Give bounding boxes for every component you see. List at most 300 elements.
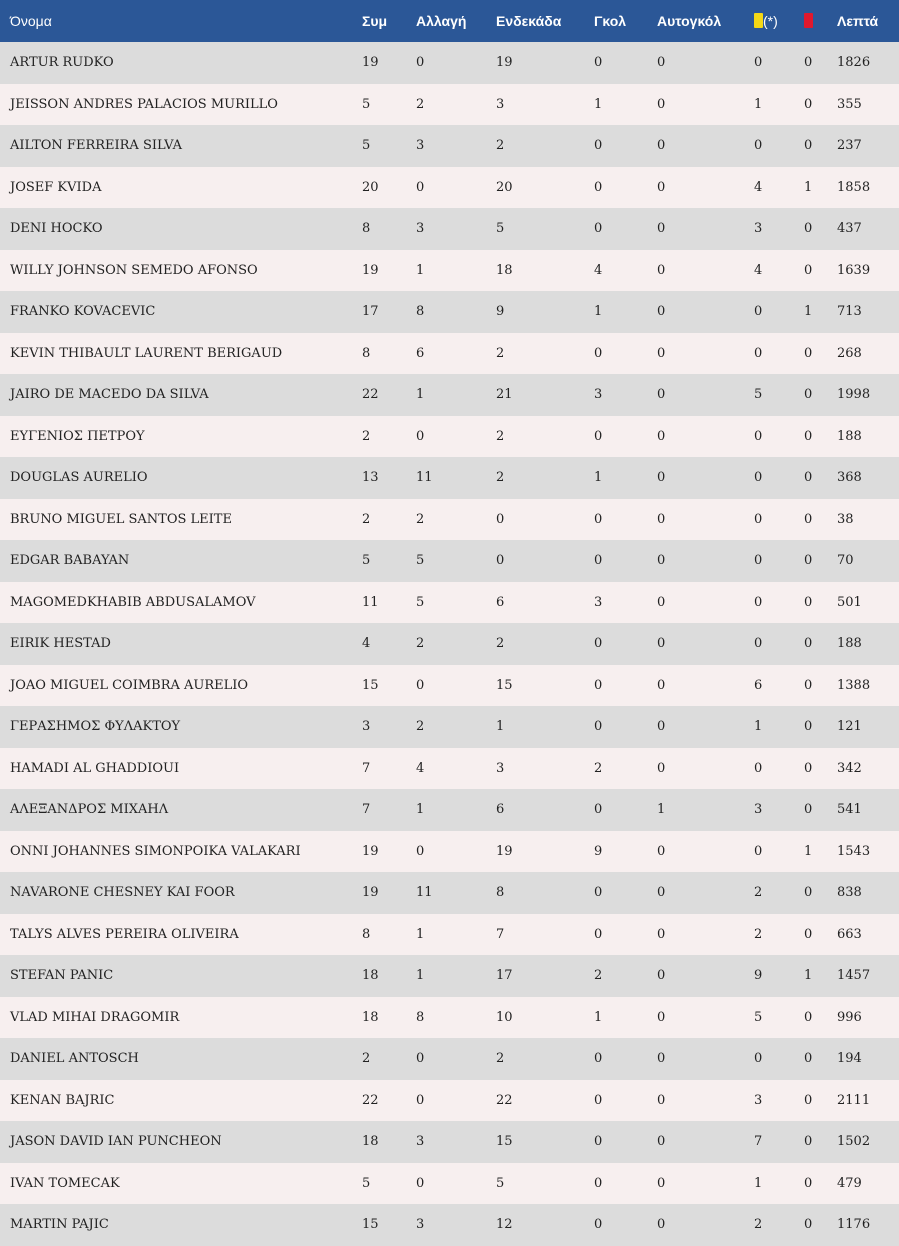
cell-sub: 6 (416, 345, 425, 361)
cell-goals: 0 (594, 553, 603, 569)
cell-apps: 19 (362, 55, 379, 71)
cell-own-goals: 0 (657, 96, 666, 112)
cell-minutes: 70 (837, 553, 854, 569)
cell-minutes: 437 (837, 221, 862, 237)
cell-red-cards: 0 (804, 387, 813, 403)
cell-start: 5 (496, 1175, 505, 1191)
cell-own-goals: 0 (657, 55, 666, 71)
cell-yellow-cards: 3 (754, 221, 763, 237)
cell-red-cards: 0 (804, 345, 813, 361)
cell-own-goals: 0 (657, 387, 666, 403)
cell-red-cards: 1 (804, 304, 813, 320)
cell-apps: 5 (362, 1175, 371, 1191)
cell-sub: 8 (416, 1009, 425, 1025)
cell-name[interactable]: JEISSON ANDRES PALACIOS MURILLO (10, 96, 278, 112)
cell-red-cards: 0 (804, 719, 813, 735)
cell-yellow-cards: 6 (754, 677, 763, 693)
cell-yellow-cards: 1 (754, 719, 763, 735)
cell-sub: 8 (416, 304, 425, 320)
cell-name[interactable]: BRUNO MIGUEL SANTOS LEITE (10, 511, 232, 527)
cell-red-cards: 0 (804, 885, 813, 901)
cell-goals: 1 (594, 1009, 603, 1025)
cell-start: 5 (496, 221, 505, 237)
cell-apps: 15 (362, 677, 379, 693)
cell-minutes: 1388 (837, 677, 871, 693)
cell-sub: 3 (416, 138, 425, 154)
cell-name[interactable]: ΑΛΕΞΑΝΔΡΟΣ ΜΙΧΑΗΛ (10, 802, 169, 818)
cell-apps: 5 (362, 96, 371, 112)
table-row (0, 1163, 899, 1205)
cell-minutes: 1176 (837, 1217, 871, 1233)
cell-apps: 17 (362, 304, 379, 320)
cell-start: 2 (496, 428, 505, 444)
cell-apps: 8 (362, 926, 371, 942)
cell-goals: 1 (594, 304, 603, 320)
cell-yellow-cards: 0 (754, 843, 763, 859)
cell-goals: 0 (594, 802, 603, 818)
cell-red-cards: 0 (804, 55, 813, 71)
cell-name[interactable]: KEVIN THIBAULT LAURENT BERIGAUD (10, 345, 283, 361)
table-row (0, 955, 899, 997)
cell-red-cards: 0 (804, 636, 813, 652)
cell-minutes: 663 (837, 926, 862, 942)
cell-name[interactable]: NAVARONE CHESNEY KAI FOOR (10, 885, 235, 901)
cell-goals: 0 (594, 677, 603, 693)
cell-red-cards: 0 (804, 802, 813, 818)
cell-red-cards: 1 (804, 843, 813, 859)
cell-minutes: 194 (837, 1051, 862, 1067)
table-row (0, 250, 899, 292)
cell-red-cards: 0 (804, 926, 813, 942)
cell-red-cards: 0 (804, 594, 813, 610)
cell-own-goals: 0 (657, 1051, 666, 1067)
cell-goals: 4 (594, 262, 603, 278)
cell-red-cards: 0 (804, 511, 813, 527)
cell-sub: 2 (416, 636, 425, 652)
cell-goals: 3 (594, 387, 603, 403)
cell-start: 17 (496, 968, 513, 984)
cell-sub: 4 (416, 760, 425, 776)
cell-yellow-cards: 0 (754, 553, 763, 569)
cell-name[interactable]: DANIEL ANTOSCH (10, 1051, 139, 1067)
cell-own-goals: 0 (657, 304, 666, 320)
yellow-card-icon (754, 13, 763, 28)
cell-sub: 0 (416, 179, 425, 195)
cell-apps: 13 (362, 470, 379, 486)
cell-name[interactable]: ΕΥΓΕΝΙΟΣ ΠΕΤΡΟΥ (10, 428, 145, 444)
cell-apps: 20 (362, 179, 379, 195)
cell-name[interactable]: MARTIN PAJIC (10, 1217, 109, 1233)
cell-start: 2 (496, 345, 505, 361)
cell-start: 10 (496, 1009, 513, 1025)
cell-yellow-cards: 0 (754, 636, 763, 652)
cell-own-goals: 0 (657, 885, 666, 901)
cell-sub: 1 (416, 802, 425, 818)
cell-red-cards: 0 (804, 760, 813, 776)
cell-name[interactable]: JASON DAVID IAN PUNCHEON (10, 1134, 222, 1150)
cell-minutes: 501 (837, 594, 862, 610)
cell-name[interactable]: ΓΕΡΑΣΗΜΟΣ ΦΥΛΑΚΤΟΥ (10, 719, 181, 735)
cell-yellow-cards: 3 (754, 1092, 763, 1108)
cell-goals: 0 (594, 1092, 603, 1108)
cell-apps: 18 (362, 1009, 379, 1025)
cell-apps: 7 (362, 802, 371, 818)
cell-red-cards: 0 (804, 221, 813, 237)
table-row (0, 706, 899, 748)
cell-start: 0 (496, 511, 505, 527)
cell-own-goals: 0 (657, 138, 666, 154)
cell-goals: 0 (594, 345, 603, 361)
cell-red-cards: 0 (804, 470, 813, 486)
cell-own-goals: 0 (657, 1175, 666, 1191)
header-name[interactable]: Όνομα (10, 13, 52, 29)
cell-name[interactable]: VLAD MIHAI DRAGOMIR (10, 1009, 180, 1025)
cell-yellow-cards: 2 (754, 885, 763, 901)
cell-apps: 19 (362, 885, 379, 901)
cell-minutes: 1457 (837, 968, 871, 984)
cell-start: 0 (496, 553, 505, 569)
cell-name[interactable]: FRANKO KOVACEVIC (10, 304, 156, 320)
cell-yellow-cards: 4 (754, 179, 763, 195)
cell-goals: 0 (594, 1134, 603, 1150)
cell-red-cards: 1 (804, 968, 813, 984)
cell-start: 21 (496, 387, 513, 403)
cell-name[interactable]: EIRIK HESTAD (10, 636, 111, 652)
cell-name[interactable]: HAMADI AL GHADDIOUI (10, 760, 180, 776)
cell-name[interactable]: ARTUR RUDKO (10, 55, 114, 71)
table-row (0, 914, 899, 956)
cell-start: 1 (496, 719, 505, 735)
table-row (0, 1080, 899, 1122)
cell-start: 20 (496, 179, 513, 195)
cell-start: 6 (496, 802, 505, 818)
table-row (0, 1204, 899, 1246)
cell-name[interactable]: MAGOMEDKHABIB ABDUSALAMOV (10, 594, 256, 610)
cell-minutes: 479 (837, 1175, 862, 1191)
cell-red-cards: 0 (804, 96, 813, 112)
cell-yellow-cards: 1 (754, 1175, 763, 1191)
cell-minutes: 38 (837, 511, 854, 527)
table-row (0, 291, 899, 333)
cell-own-goals: 0 (657, 1217, 666, 1233)
cell-minutes: 188 (837, 636, 862, 652)
cell-yellow-cards: 3 (754, 802, 763, 818)
cell-yellow-cards: 4 (754, 262, 763, 278)
header-red-cards[interactable] (804, 0, 837, 42)
cell-name[interactable]: STEFAN PANIC (10, 968, 114, 984)
table-row (0, 748, 899, 790)
cell-name[interactable]: JAIRO DE MACEDO DA SILVA (10, 387, 209, 403)
table-row (0, 665, 899, 707)
yellow-note: (*) (763, 13, 778, 29)
cell-name[interactable]: KENAN BAJRIC (10, 1092, 115, 1108)
table-row (0, 623, 899, 665)
cell-apps: 2 (362, 428, 371, 444)
header-sub[interactable]: Αλλαγή (416, 13, 467, 29)
cell-red-cards: 0 (804, 138, 813, 154)
cell-yellow-cards: 7 (754, 1134, 763, 1150)
header-start[interactable]: Ενδεκάδα (496, 13, 562, 29)
cell-yellow-cards: 0 (754, 55, 763, 71)
cell-minutes: 713 (837, 304, 862, 320)
cell-goals: 0 (594, 1051, 603, 1067)
table-row (0, 582, 899, 624)
cell-apps: 4 (362, 636, 371, 652)
cell-name[interactable]: JOAO MIGUEL COIMBRA AURELIO (10, 677, 249, 693)
cell-goals: 0 (594, 138, 603, 154)
cell-name[interactable]: DENI HOCKO (10, 221, 103, 237)
cell-goals: 9 (594, 843, 603, 859)
cell-sub: 3 (416, 1134, 425, 1150)
cell-sub: 3 (416, 221, 425, 237)
cell-yellow-cards: 0 (754, 304, 763, 320)
cell-apps: 18 (362, 968, 379, 984)
cell-goals: 0 (594, 221, 603, 237)
cell-red-cards: 0 (804, 1134, 813, 1150)
cell-sub: 1 (416, 926, 425, 942)
cell-red-cards: 0 (804, 1051, 813, 1067)
cell-yellow-cards: 0 (754, 428, 763, 444)
cell-own-goals: 0 (657, 760, 666, 776)
cell-goals: 2 (594, 968, 603, 984)
cell-red-cards: 0 (804, 553, 813, 569)
cell-sub: 0 (416, 843, 425, 859)
cell-minutes: 268 (837, 345, 862, 361)
cell-start: 9 (496, 304, 505, 320)
cell-minutes: 368 (837, 470, 862, 486)
header-yellow-cards[interactable] (754, 0, 804, 42)
cell-start: 8 (496, 885, 505, 901)
table-row (0, 42, 899, 84)
cell-red-cards: 0 (804, 1092, 813, 1108)
cell-yellow-cards: 2 (754, 926, 763, 942)
cell-apps: 3 (362, 719, 371, 735)
cell-start: 2 (496, 138, 505, 154)
cell-own-goals: 0 (657, 594, 666, 610)
cell-goals: 0 (594, 719, 603, 735)
cell-own-goals: 0 (657, 843, 666, 859)
cell-yellow-cards: 0 (754, 760, 763, 776)
cell-name[interactable]: WILLY JOHNSON SEMEDO AFONSO (10, 262, 258, 278)
cell-yellow-cards: 0 (754, 138, 763, 154)
cell-minutes: 1998 (837, 387, 871, 403)
cell-yellow-cards: 0 (754, 470, 763, 486)
cell-start: 18 (496, 262, 513, 278)
cell-minutes: 1858 (837, 179, 871, 195)
cell-yellow-cards: 5 (754, 1009, 763, 1025)
cell-yellow-cards: 0 (754, 345, 763, 361)
table-row (0, 997, 899, 1039)
cell-minutes: 188 (837, 428, 862, 444)
cell-own-goals: 0 (657, 968, 666, 984)
cell-sub: 0 (416, 677, 425, 693)
cell-sub: 2 (416, 719, 425, 735)
cell-own-goals: 0 (657, 345, 666, 361)
cell-own-goals: 0 (657, 511, 666, 527)
cell-start: 15 (496, 677, 513, 693)
cell-red-cards: 0 (804, 677, 813, 693)
cell-start: 3 (496, 760, 505, 776)
cell-own-goals: 0 (657, 221, 666, 237)
cell-sub: 2 (416, 511, 425, 527)
table-row (0, 84, 899, 126)
cell-goals: 0 (594, 179, 603, 195)
cell-sub: 2 (416, 96, 425, 112)
cell-sub: 11 (416, 470, 433, 486)
cell-yellow-cards: 1 (754, 96, 763, 112)
table-row (0, 416, 899, 458)
cell-name[interactable]: ONNI JOHANNES SIMONPOIKA VALAKARI (10, 843, 301, 859)
table-row (0, 167, 899, 209)
cell-red-cards: 0 (804, 262, 813, 278)
cell-yellow-cards: 2 (754, 1217, 763, 1233)
cell-yellow-cards: 5 (754, 387, 763, 403)
cell-start: 12 (496, 1217, 513, 1233)
cell-sub: 11 (416, 885, 433, 901)
cell-own-goals: 0 (657, 636, 666, 652)
cell-goals: 1 (594, 96, 603, 112)
cell-red-cards: 0 (804, 1175, 813, 1191)
header-own-goals[interactable]: Αυτογκόλ (657, 13, 722, 29)
cell-minutes: 1543 (837, 843, 871, 859)
cell-own-goals: 0 (657, 1092, 666, 1108)
cell-goals: 0 (594, 885, 603, 901)
cell-goals: 0 (594, 511, 603, 527)
cell-apps: 8 (362, 221, 371, 237)
cell-start: 2 (496, 470, 505, 486)
table-row (0, 1121, 899, 1163)
cell-own-goals: 0 (657, 677, 666, 693)
cell-own-goals: 0 (657, 1134, 666, 1150)
cell-sub: 1 (416, 262, 425, 278)
cell-own-goals: 0 (657, 719, 666, 735)
table-row (0, 333, 899, 375)
table-row (0, 374, 899, 416)
cell-start: 6 (496, 594, 505, 610)
cell-sub: 3 (416, 1217, 425, 1233)
cell-sub: 0 (416, 55, 425, 71)
table-row (0, 457, 899, 499)
cell-sub: 0 (416, 1051, 425, 1067)
cell-apps: 5 (362, 553, 371, 569)
cell-apps: 7 (362, 760, 371, 776)
header-apps[interactable]: Συμ (362, 13, 388, 29)
cell-minutes: 1639 (837, 262, 871, 278)
cell-start: 2 (496, 1051, 505, 1067)
cell-red-cards: 0 (804, 428, 813, 444)
cell-start: 19 (496, 843, 513, 859)
cell-sub: 5 (416, 594, 425, 610)
cell-name[interactable]: TALYS ALVES PEREIRA OLIVEIRA (10, 926, 239, 942)
cell-sub: 1 (416, 387, 425, 403)
cell-name[interactable]: JOSEF KVIDA (10, 179, 102, 195)
table-row (0, 831, 899, 873)
table-row (0, 125, 899, 167)
cell-own-goals: 0 (657, 1009, 666, 1025)
cell-goals: 0 (594, 636, 603, 652)
header-goals[interactable]: Γκολ (594, 13, 627, 29)
cell-apps: 18 (362, 1134, 379, 1150)
table-body (0, 42, 899, 1246)
cell-sub: 0 (416, 428, 425, 444)
cell-sub: 0 (416, 1092, 425, 1108)
cell-start: 2 (496, 636, 505, 652)
cell-minutes: 996 (837, 1009, 862, 1025)
cell-apps: 2 (362, 1051, 371, 1067)
cell-goals: 0 (594, 55, 603, 71)
table-row (0, 208, 899, 250)
cell-red-cards: 0 (804, 1009, 813, 1025)
cell-minutes: 1502 (837, 1134, 871, 1150)
cell-apps: 11 (362, 594, 379, 610)
cell-name[interactable]: DOUGLAS AURELIO (10, 470, 148, 486)
table-row (0, 789, 899, 831)
cell-goals: 0 (594, 1175, 603, 1191)
cell-goals: 0 (594, 1217, 603, 1233)
cell-goals: 3 (594, 594, 603, 610)
table-header-row (0, 0, 899, 42)
cell-minutes: 355 (837, 96, 862, 112)
red-card-icon (804, 13, 813, 28)
cell-goals: 0 (594, 428, 603, 444)
cell-start: 15 (496, 1134, 513, 1150)
cell-red-cards: 0 (804, 1217, 813, 1233)
table-row (0, 499, 899, 541)
cell-sub: 0 (416, 1175, 425, 1191)
cell-own-goals: 0 (657, 179, 666, 195)
cell-name[interactable]: AILTON FERREIRA SILVA (10, 138, 182, 154)
cell-goals: 2 (594, 760, 603, 776)
cell-apps: 5 (362, 138, 371, 154)
cell-goals: 0 (594, 926, 603, 942)
table-row (0, 872, 899, 914)
cell-yellow-cards: 0 (754, 511, 763, 527)
cell-minutes: 541 (837, 802, 862, 818)
cell-minutes: 1826 (837, 55, 871, 71)
cell-yellow-cards: 0 (754, 1051, 763, 1067)
cell-start: 3 (496, 96, 505, 112)
cell-red-cards: 1 (804, 179, 813, 195)
cell-sub: 5 (416, 553, 425, 569)
cell-apps: 2 (362, 511, 371, 527)
cell-own-goals: 0 (657, 926, 666, 942)
cell-minutes: 838 (837, 885, 862, 901)
cell-minutes: 342 (837, 760, 862, 776)
cell-own-goals: 0 (657, 470, 666, 486)
cell-yellow-cards: 0 (754, 594, 763, 610)
cell-own-goals: 0 (657, 428, 666, 444)
table-row (0, 540, 899, 582)
cell-minutes: 237 (837, 138, 862, 154)
cell-own-goals: 1 (657, 802, 666, 818)
cell-yellow-cards: 9 (754, 968, 763, 984)
cell-minutes: 121 (837, 719, 862, 735)
cell-apps: 22 (362, 1092, 379, 1108)
cell-start: 7 (496, 926, 505, 942)
cell-name[interactable]: IVAN TOMECAK (10, 1175, 120, 1191)
cell-apps: 15 (362, 1217, 379, 1233)
cell-minutes: 2111 (837, 1092, 871, 1108)
cell-apps: 22 (362, 387, 379, 403)
cell-own-goals: 0 (657, 553, 666, 569)
cell-own-goals: 0 (657, 262, 666, 278)
cell-apps: 19 (362, 262, 379, 278)
cell-name[interactable]: EDGAR BABAYAN (10, 553, 130, 569)
header-minutes[interactable]: Λεπτά (837, 13, 879, 29)
cell-goals: 1 (594, 470, 603, 486)
cell-apps: 19 (362, 843, 379, 859)
cell-sub: 1 (416, 968, 425, 984)
